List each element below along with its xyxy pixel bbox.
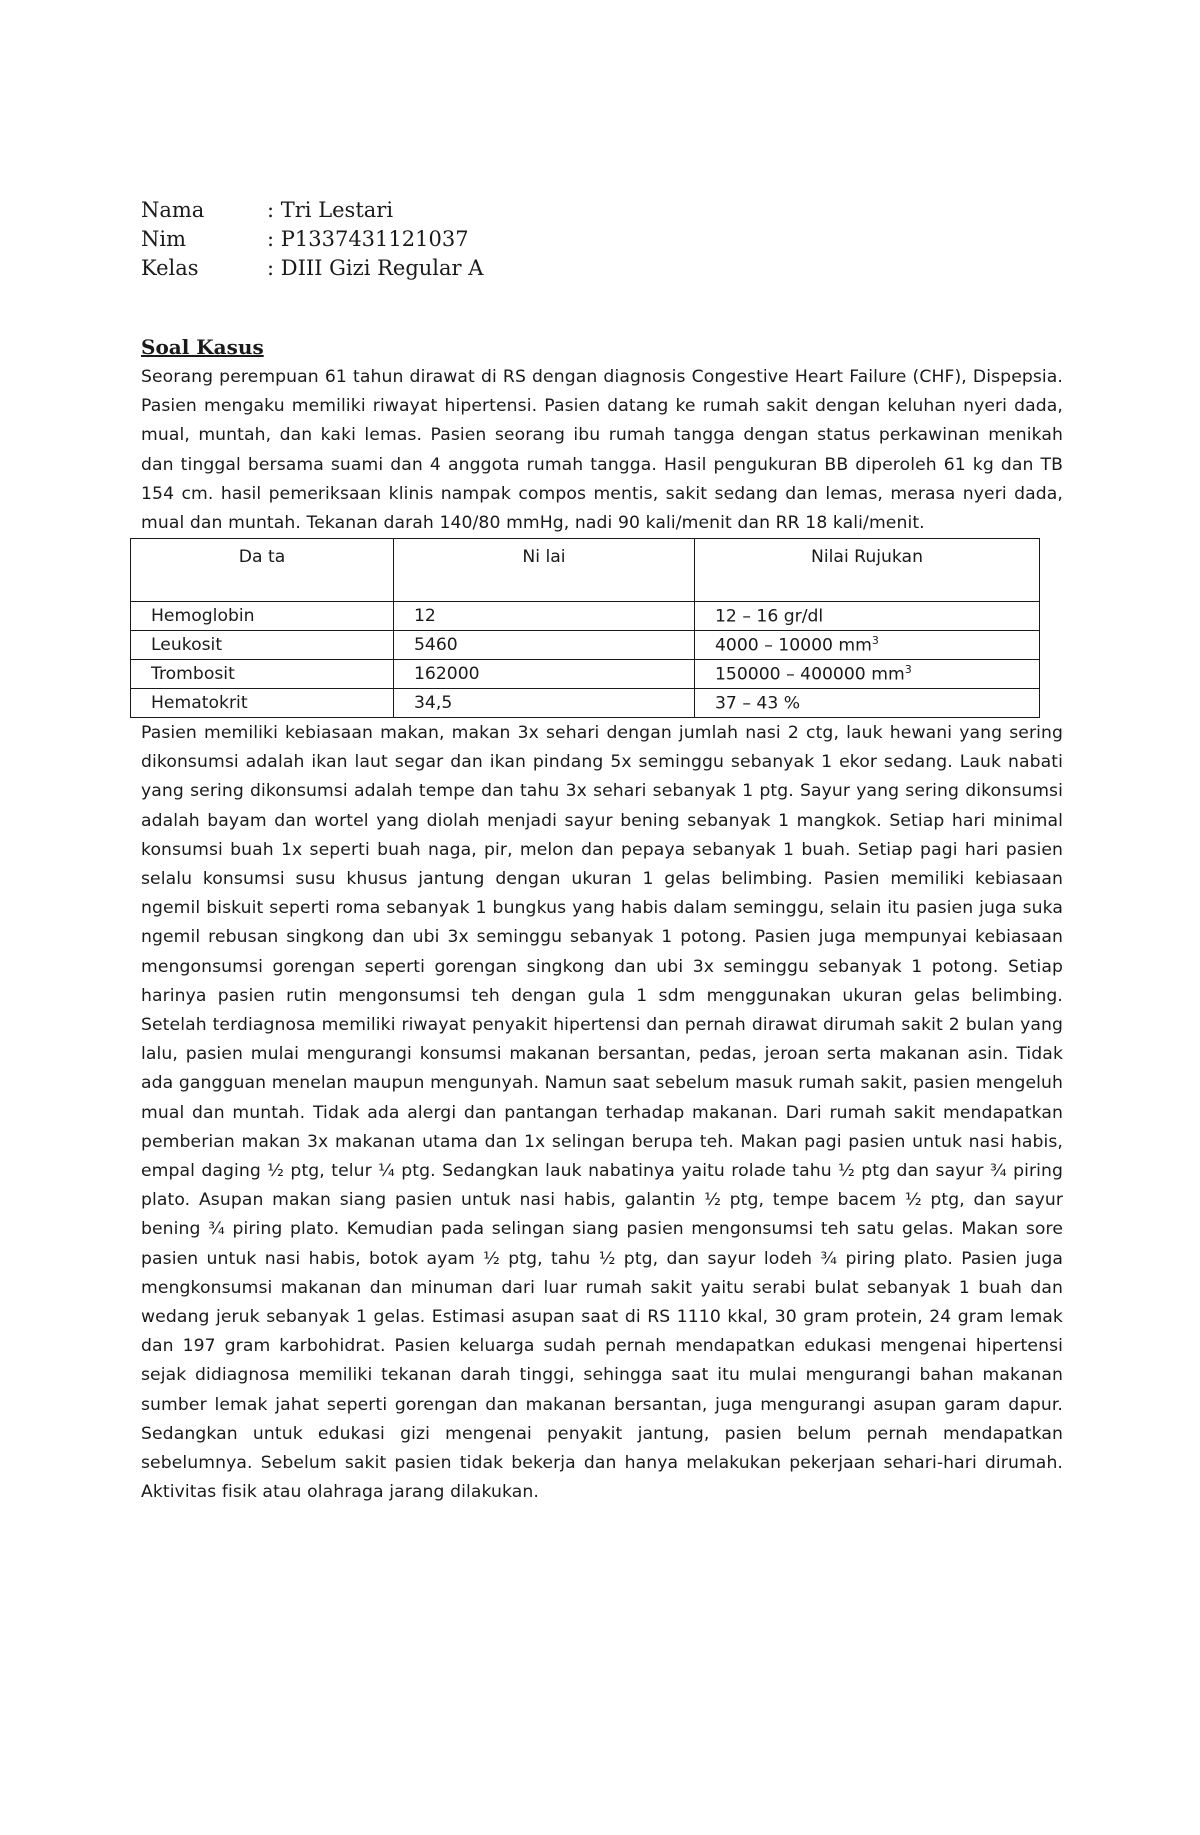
- table-row: [131, 660, 1040, 689]
- cell-rujukan: [695, 631, 1040, 660]
- rujukan-text: 37 – 43 %: [715, 693, 801, 714]
- cell-rujukan: [695, 689, 1040, 718]
- section-title: Soal Kasus: [141, 335, 264, 359]
- info-value: : Tri Lestari: [267, 198, 394, 222]
- cell-data: Hematokrit: [131, 689, 394, 718]
- info-value: : P1337431121037: [267, 227, 469, 251]
- info-value: : DIII Gizi Regular A: [267, 256, 484, 280]
- header-data: Da ta: [131, 539, 394, 602]
- cell-nilai: 12: [394, 602, 695, 631]
- cell-data: Hemoglobin: [131, 602, 394, 631]
- cell-data: Leukosit: [131, 631, 394, 660]
- table-header-row: [131, 539, 1040, 602]
- rujukan-sup: 3: [871, 634, 879, 648]
- info-label: Nama: [141, 198, 205, 222]
- rujukan-text: 150000 – 400000 mm: [715, 664, 905, 685]
- table-row: [131, 689, 1040, 718]
- rujukan-sup: 3: [904, 663, 912, 677]
- cell-data: Trombosit: [131, 660, 394, 689]
- info-label: Kelas: [141, 256, 199, 280]
- header-nilai: Ni lai: [394, 539, 695, 602]
- header-rujukan: Nilai Rujukan: [695, 539, 1040, 602]
- info-label: Nim: [141, 227, 187, 251]
- info-row-nim: [141, 225, 483, 254]
- table-row: [131, 602, 1040, 631]
- cell-nilai: 162000: [394, 660, 695, 689]
- case-paragraph-1: Seorang perempuan 61 tahun dirawat di RS dengan diagnosis Congestive Heart Failure (CHF), Dispepsia. Pasien mengaku memiliki riwayat hipertensi. Pasien datang ke rumah sakit dengan keluhan nyeri dada, mual, muntah, dan kaki lemas. Pasien seorang ibu rumah tangga dengan status perkawinan menikah dan tinggal bersama suami dan 4 anggota rumah tangga. Hasil pengukuran BB diperoleh 61 kg dan TB 154 cm. hasil pemeriksaan klinis nampak compos mentis, sakit sedang dan lemas, merasa nyeri dada, mual dan muntah. Tekanan darah 140/80 mmHg, nadi 90 kali/menit dan RR 18 kali/menit.: [141, 367, 1063, 534]
- info-row-class: [141, 254, 483, 283]
- lab-results-table: [130, 538, 1040, 718]
- cell-nilai: 34,5: [394, 689, 695, 718]
- rujukan-text: 12 – 16 gr/dl: [715, 606, 824, 627]
- cell-rujukan: [695, 660, 1040, 689]
- student-info: [141, 196, 483, 283]
- cell-rujukan: [695, 602, 1040, 631]
- cell-nilai: 5460: [394, 631, 695, 660]
- info-row-name: [141, 196, 483, 225]
- rujukan-text: 4000 – 10000 mm: [715, 635, 872, 656]
- case-paragraph-2: Pasien memiliki kebiasaan makan, makan 3x sehari dengan jumlah nasi 2 ctg, lauk hewani yang sering dikonsumsi adalah ikan laut segar dan ikan pindang 5x seminggu sebanyak 1 ekor sedang. Lauk nabati yang sering dikonsumsi adalah tempe dan tahu 3x sehari sebanyak 1 ptg. Sayur yang sering dikonsumsi adalah bayam dan wortel yang diolah menjadi sayur bening sebanyak 1 mangkok. Setiap hari minimal konsumsi buah 1x seperti buah naga, pir, melon dan pepaya sebanyak 1 buah. Setiap pagi hari pasien selalu konsumsi susu khusus jantung dengan ukuran 1 gelas belimbing. Pasien memiliki kebiasaan ngemil biskuit seperti roma sebanyak 1 bungkus yang habis dalam seminggu, selain itu pasien juga suka ngemil rebusan singkong dan ubi 3x seminggu sebanyak 1 potong. Pasien juga mempunyai kebiasaan mengonsumsi gorengan seperti gorengan singkong dan ubi 3x seminggu sebanyak 1 potong. Setiap harinya pasien rutin mengonsumsi teh dengan gula 1 sdm menggunakan ukuran gelas belimbing. Setelah terdiagnosa memiliki riwayat penyakit hipertensi dan pernah dirawat dirumah sakit 2 bulan yang lalu, pasien mulai mengurangi konsumsi makanan bersantan, pedas, jeroan serta makanan asin. Tidak ada gangguan menelan maupun mengunyah. Namun saat sebelum masuk rumah sakit, pasien mengeluh mual dan muntah. Tidak ada alergi dan pantangan terhadap makanan. Dari rumah sakit mendapatkan pemberian makan 3x makanan utama dan 1x selingan berupa teh. Makan pagi pasien untuk nasi habis, empal daging ½ ptg, telur ¼ ptg. Sedangkan lauk nabatinya yaitu rolade tahu ½ ptg dan sayur ¾ piring plato. Asupan makan siang pasien untuk nasi habis, galantin ½ ptg, tempe bacem ½ ptg, dan sayur bening ¾ piring plato. Kemudian pada selingan siang pasien mengonsumsi teh satu gelas. Makan sore pasien untuk nasi habis, botok ayam ½ ptg, tahu ½ ptg, dan sayur lodeh ¾ piring plato. Pasien juga mengkonsumsi makanan dan minuman dari luar rumah sakit yaitu serabi bulat sebanyak 1 buah dan wedang jeruk sebanyak 1 gelas. Estimasi asupan saat di RS 1110 kkal, 30 gram protein, 24 gram lemak dan 197 gram karbohidrat. Pasien keluarga sudah pernah mendapatkan edukasi mengenai hipertensi sejak didiagnosa memiliki tekanan darah tinggi, sehingga saat itu mulai mengurangi bahan makanan sumber lemak jahat seperti gorengan dan makanan bersantan, juga mengurangi asupan garam dapur. Sedangkan untuk edukasi gizi mengenai penyakit jantung, pasien belum pernah mendapatkan sebelumnya. Sebelum sakit pasien tidak bekerja dan hanya melakukan pekerjaan sehari-hari dirumah. Aktivitas fisik atau olahraga jarang dilakukan.: [141, 723, 1063, 1503]
- table-row: [131, 631, 1040, 660]
